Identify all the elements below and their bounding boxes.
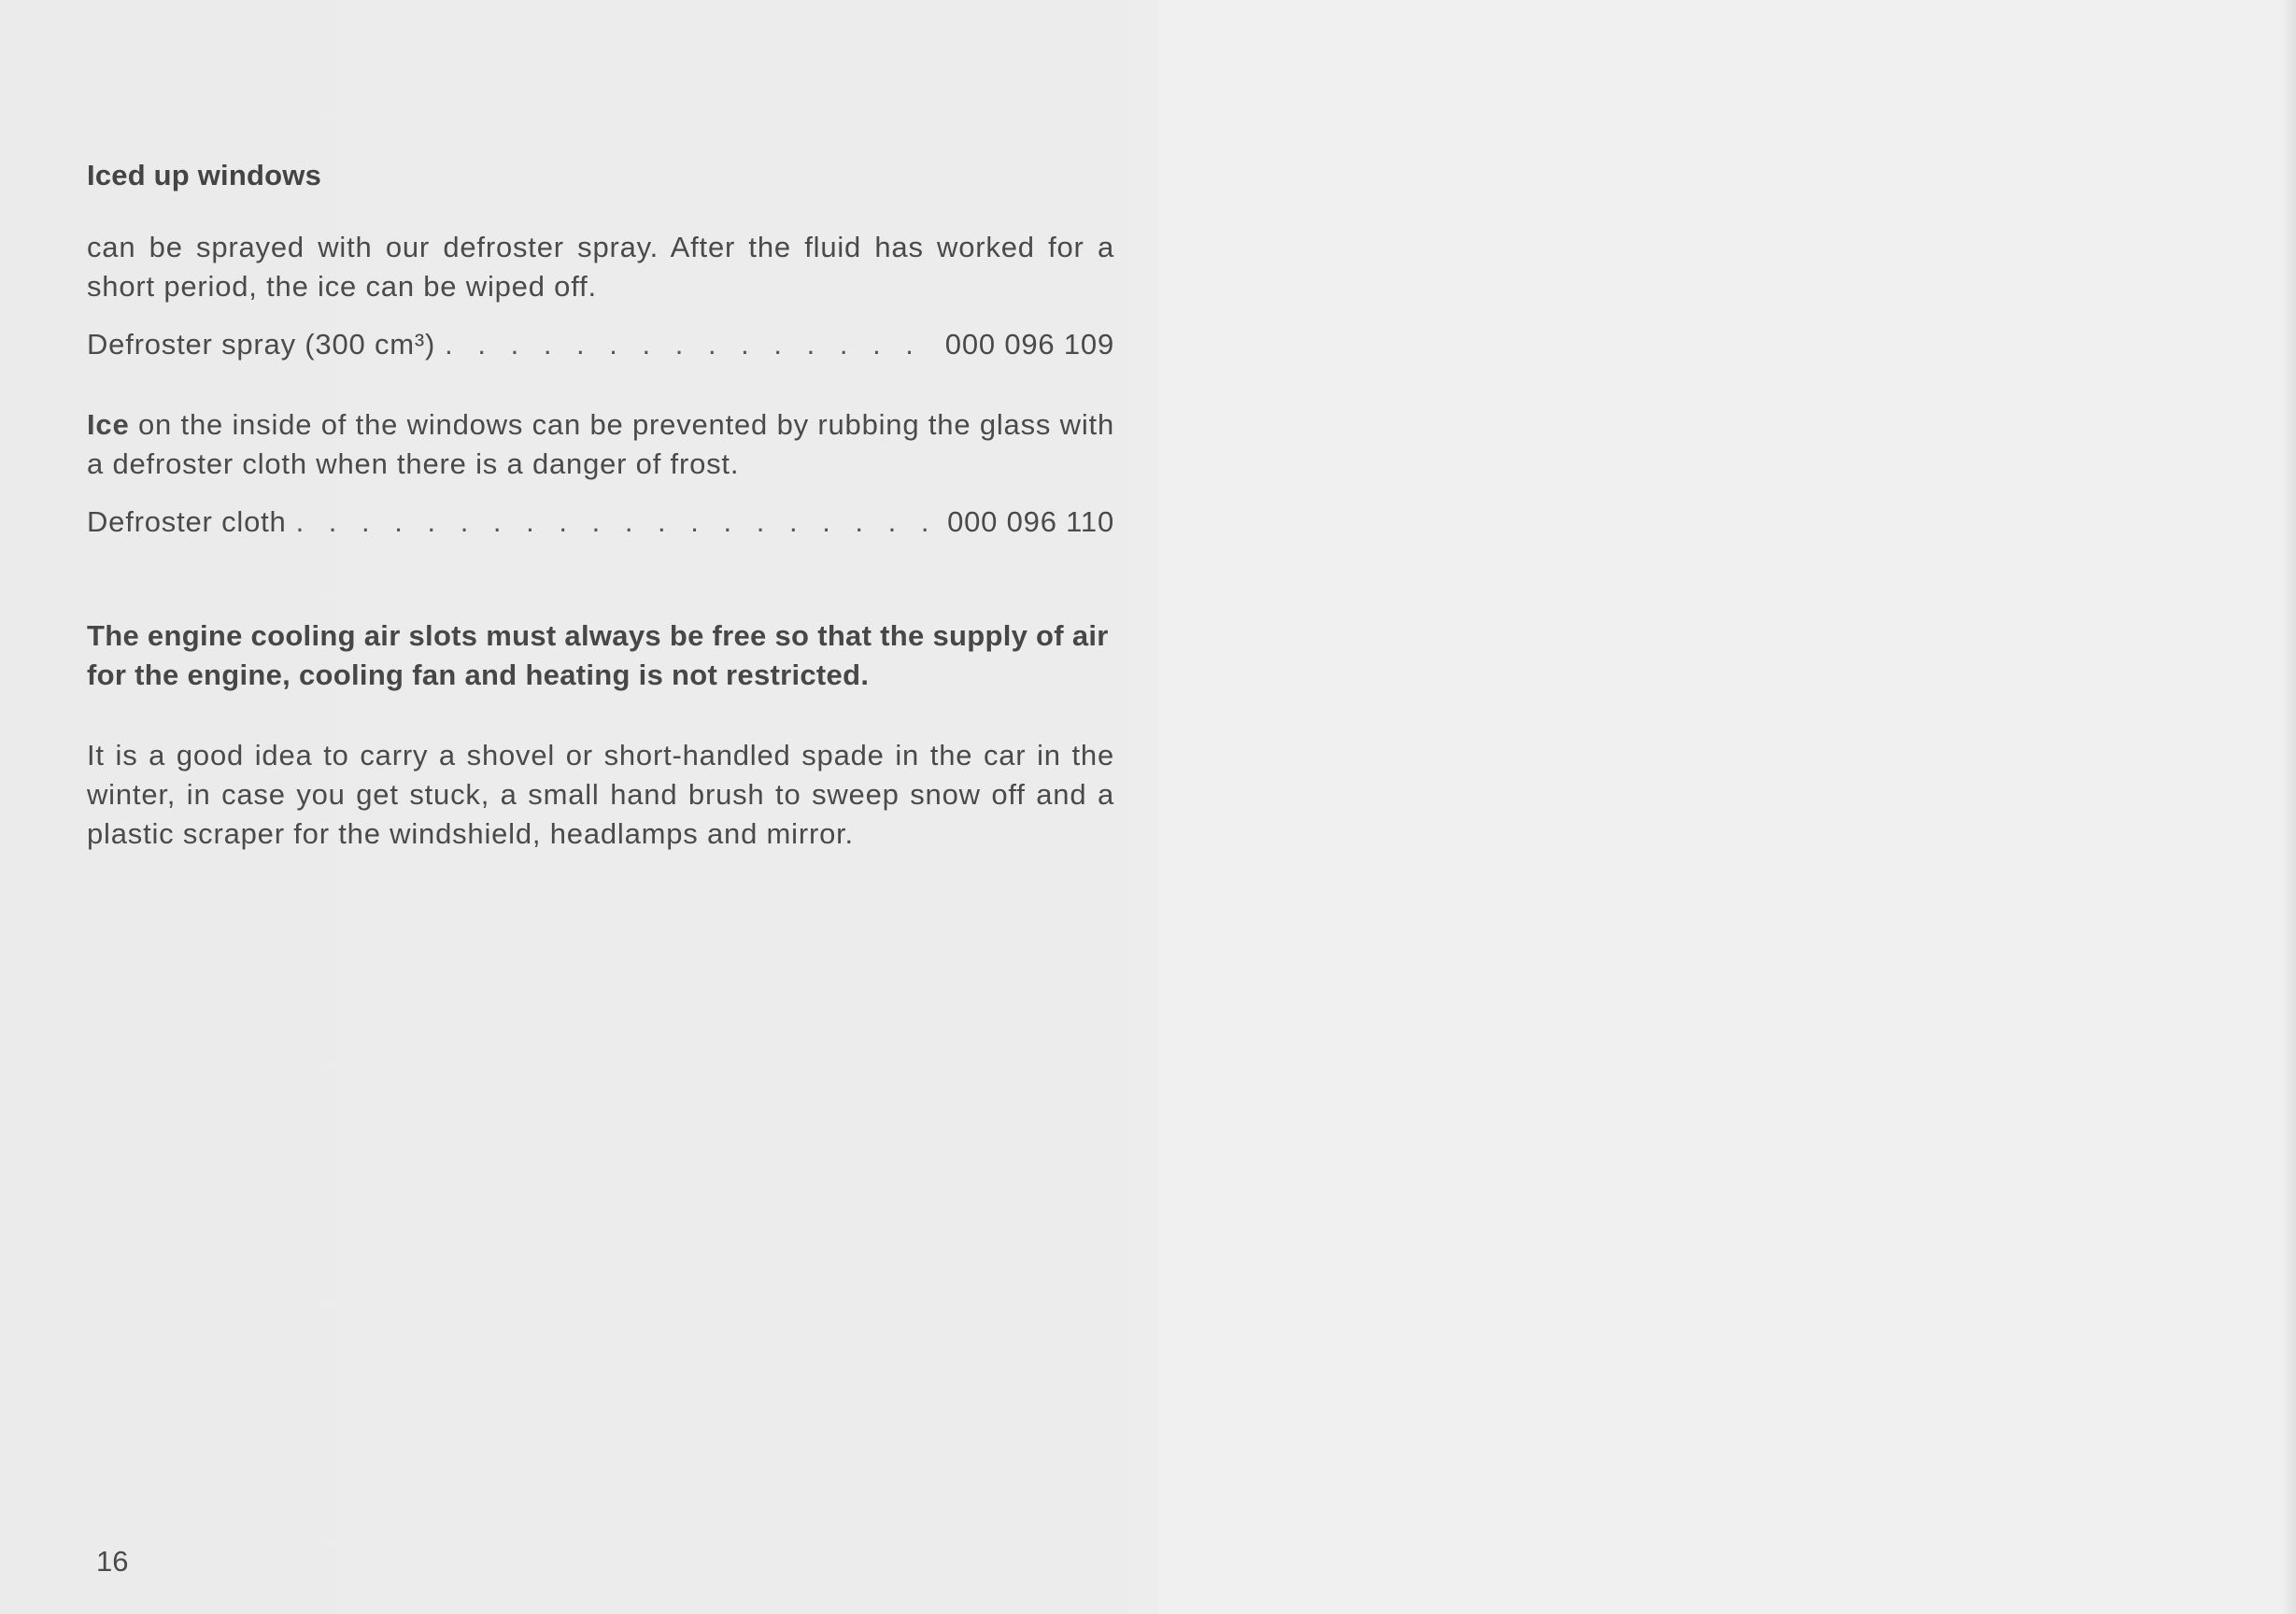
left-page-content [87, 159, 1114, 854]
dot-leader [445, 325, 936, 364]
dot-leader [296, 503, 939, 542]
page-number: 16 [96, 1545, 129, 1578]
page-edge [2283, 0, 2296, 1614]
ice-inside-lead: Ice [87, 408, 130, 441]
winter-tip-text: It is a good idea to carry a shovel or short-handled spade in the car in the winter, in case you get stuck, a small hand brush to sweep snow off and a plastic scraper for the windshield, headlamps and mirror. [87, 739, 1114, 850]
iced-windows-heading: Iced up windows [87, 159, 322, 191]
defroster-cloth-part-number: 000 096 110 [947, 505, 1114, 538]
defroster-spray-row [87, 325, 1114, 364]
defroster-cloth-row [87, 503, 1114, 542]
right-page-blank [1158, 0, 2296, 1614]
iced-windows-text: can be sprayed with our defroster spray. After the fluid has worked for a short period, the ice can be wiped off. [87, 231, 1114, 303]
defroster-spray-label: Defroster spray (300 cm³) [87, 328, 436, 361]
defroster-cloth-label: Defroster cloth [87, 505, 287, 538]
ice-inside-text [87, 405, 1114, 484]
ice-inside-body: on the inside of the windows can be prevented by rubbing the glass with a defroster cloth when there is a danger of frost. [87, 408, 1114, 480]
defroster-spray-part-number: 000 096 109 [944, 328, 1114, 361]
engine-cooling-warning: The engine cooling air slots must always be free so that the supply of air for the engine, cooling fan and heating is not restricted. [87, 619, 1109, 691]
